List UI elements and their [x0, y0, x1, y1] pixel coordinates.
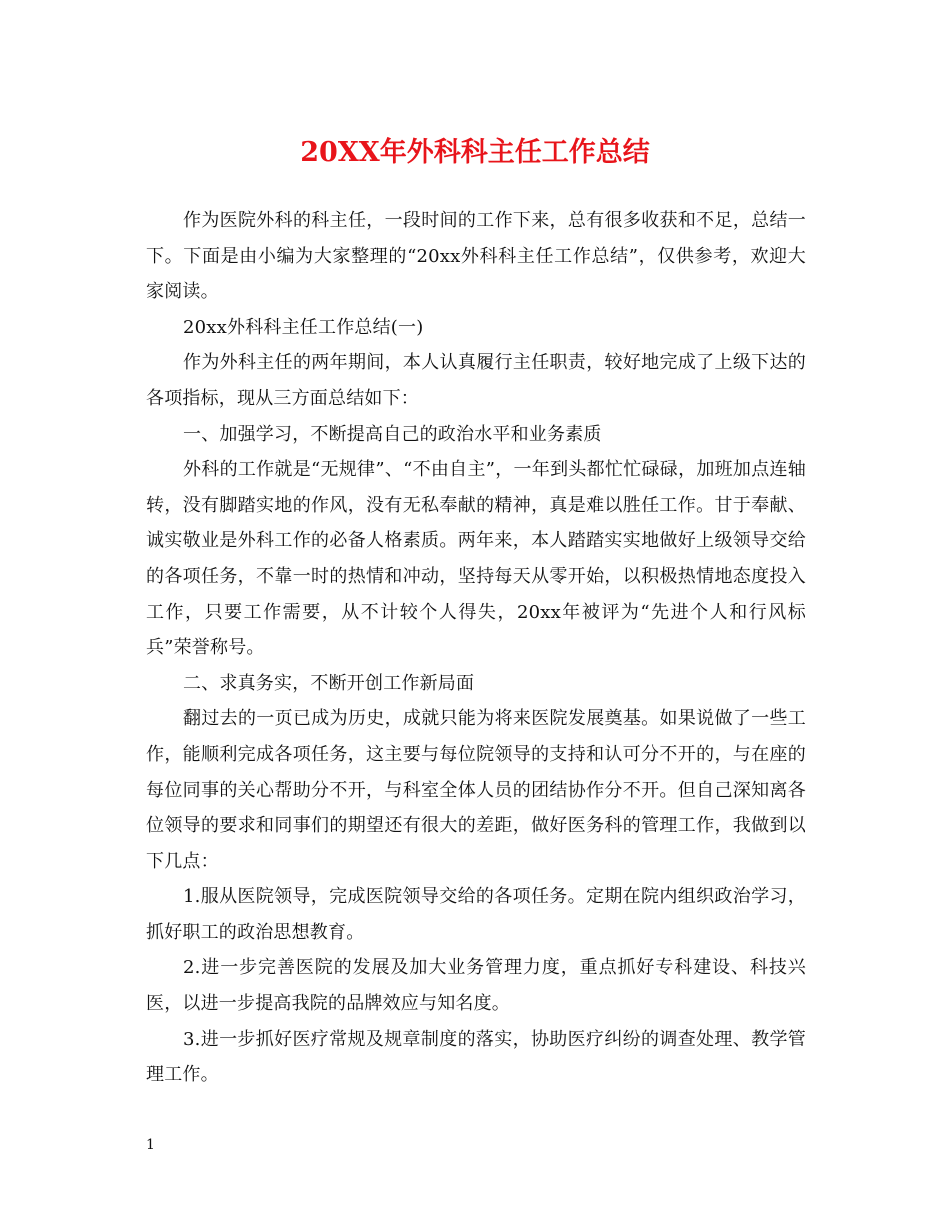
paragraph-heading-two: 二、求真务实，不断开创工作新局面: [183, 672, 475, 694]
paragraph-overview: 作为外科主任的两年期间，本人认真履行主任职责，较好地完成了上级下达的各项指标，现从三方面总结如下：: [146, 352, 806, 409]
document-body: [146, 203, 806, 1093]
document-title: 20XX年外科科主任工作总结: [300, 137, 650, 168]
paragraph-heading-one: 一、加强学习，不断提高自己的政治水平和业务素质: [183, 423, 602, 445]
paragraph-item-1: 1.服从医院领导，完成医院领导交给的各项任务。定期在院内组织政治学习，抓好职工的政治思想教育。: [146, 886, 806, 943]
paragraph-item-3: 3.进一步抓好医疗常规及规章制度的落实，协助医疗纠纷的调查处理、教学管理工作。: [146, 1028, 806, 1086]
paragraph-section-heading: 20xx外科科主任工作总结(一): [183, 316, 424, 338]
paragraph-progress: 翻过去的一页已成为历史，成就只能为将来医院发展奠基。如果说做了一些工作，能顺利完成各项任务，这主要与每位院领导的支持和认可分不开的，与在座的每位同事的关心帮助分不开，与科室全体人员的团结协作分不开。但自己深知离各位领导的要求和同事们的期望还有很大的差距，做好医务科的管理工作，我做到以下几点：: [146, 708, 806, 872]
paragraph-item-2: 2.进一步完善医院的发展及加大业务管理力度，重点抓好专科建设、科技兴医，以进一步提高我院的品牌效应与知名度。: [146, 957, 806, 1015]
page-number: 1: [146, 1137, 155, 1153]
paragraph-intro: 作为医院外科的科主任，一段时间的工作下来，总有很多收获和不足，总结一下。下面是由小编为大家整理的“20xx外科科主任工作总结”，仅供参考，欢迎大家阅读。: [146, 210, 806, 303]
paragraph-study: 外科的工作就是“无规律”、“不由自主”，一年到头都忙忙碌碌，加班加点连轴转，没有脚踏实地的作风，没有无私奉献的精神，真是难以胜任工作。甘于奉献、诚实敬业是外科工作的必备人格素质。两年来，本人踏踏实实地做好上级领导交给的各项任务，不靠一时的热情和冲动，坚持每天从零开始，以积极热情地态度投入工作，只要工作需要，从不计较个人得失，20xx年被评为“先进个人和行风标兵”荣誉称号。: [146, 459, 806, 659]
